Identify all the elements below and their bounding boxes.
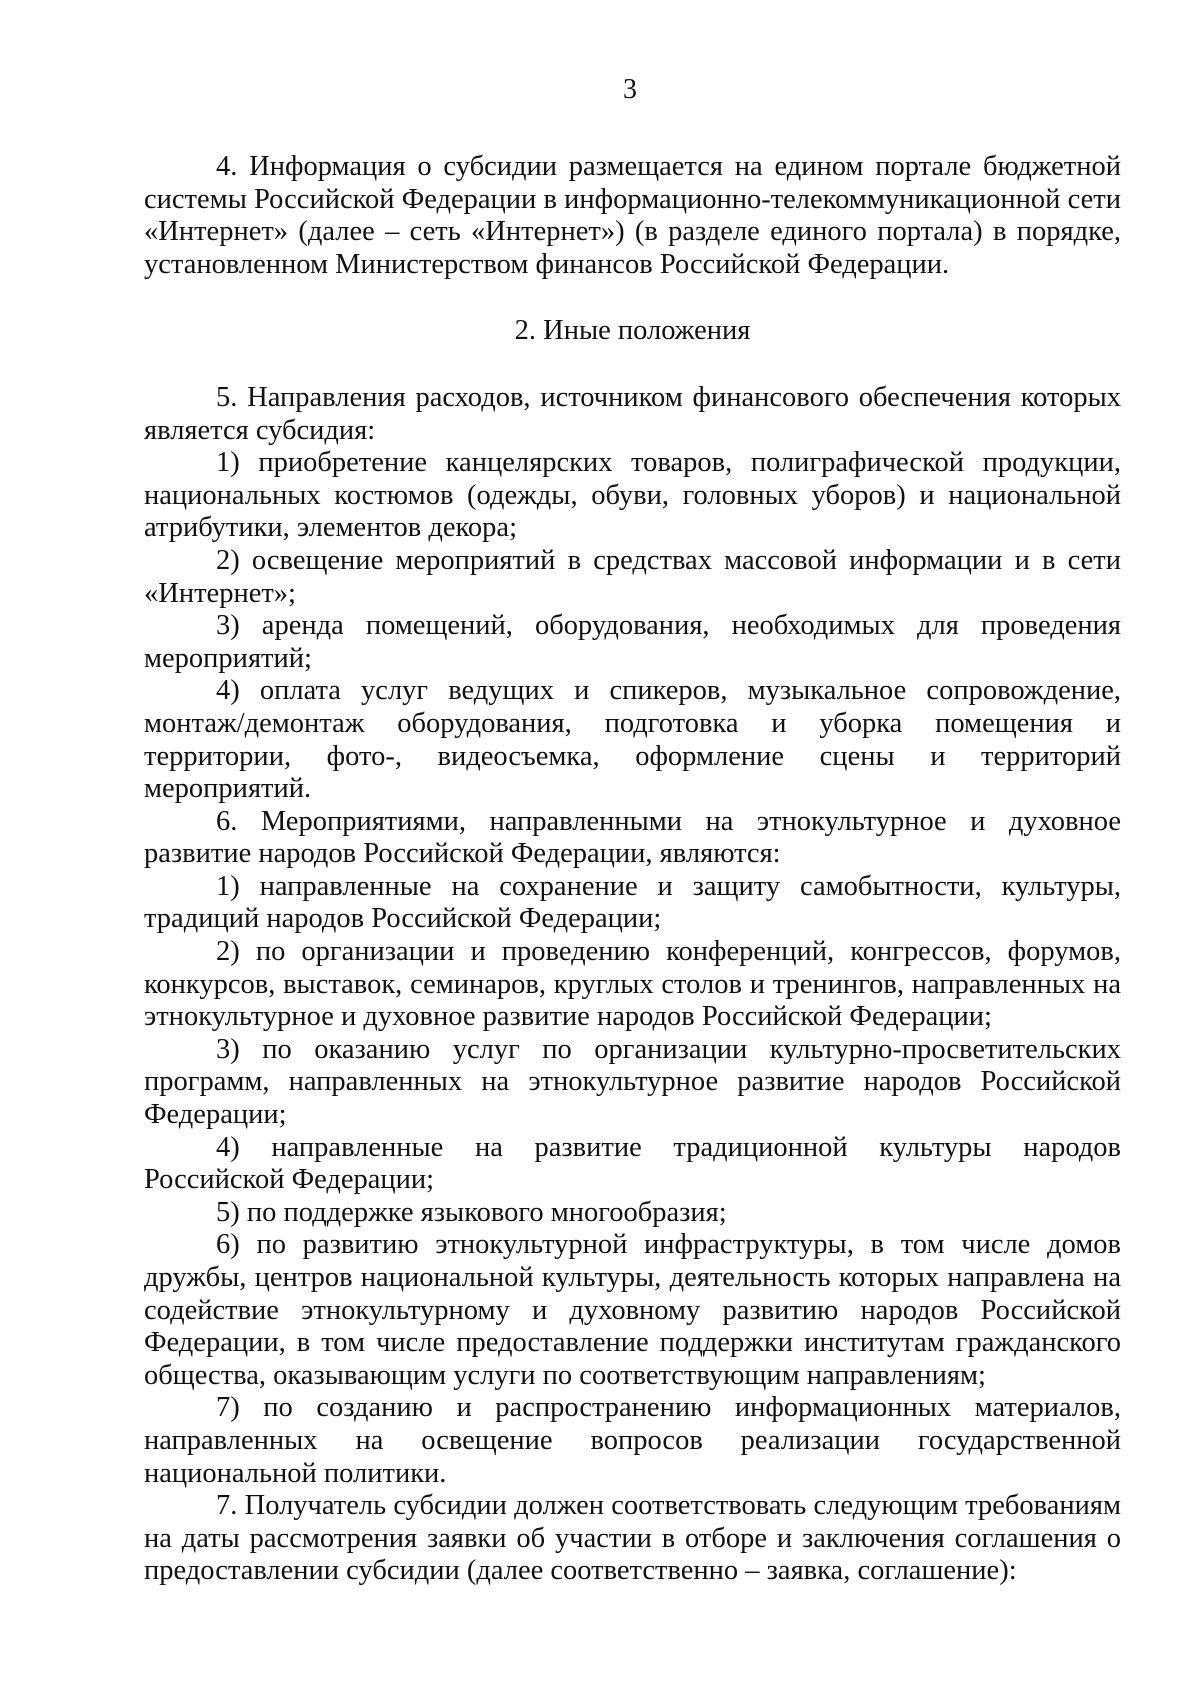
paragraph-item-5-1: 1) приобретение канцелярских товаров, полиграфической продукции, национальных костюмов (одежды, обуви, головных уборов) и национальной атрибутики, элементов декора; — [144, 447, 1121, 544]
paragraph-item-6-7: 7) по созданию и распространению информационных материалов, направленных на освещение вопросов реализации государственной национальной политики. — [144, 1392, 1121, 1489]
document-body — [144, 151, 1121, 1588]
paragraph-item-5-2: 2) освещение мероприятий в средствах массовой информации и в сети «Интернет»; — [144, 544, 1121, 609]
paragraph-item-4: 4. Информация о субсидии размещается на едином портале бюджетной системы Российской Федерации в информационно-телекоммуникационной сети «Интернет» (далее – сеть «Интернет») (в разделе единого портала) в порядке, установленном Министерством финансов Российской Федерации. — [144, 151, 1121, 280]
paragraph-item-6: 6. Мероприятиями, направленными на этнокультурное и духовное развитие народов Российской Федерации, являются: — [144, 805, 1121, 870]
paragraph-item-6-2: 2) по организации и проведению конференций, конгрессов, форумов, конкурсов, выставок, семинаров, круглых столов и тренингов, направленных на этнокультурное и духовное развитие народов Российской Федерации; — [144, 936, 1121, 1033]
paragraph-item-5-3: 3) аренда помещений, оборудования, необходимых для проведения мероприятий; — [144, 610, 1121, 674]
section-heading: 2. Иные положения — [514, 315, 751, 347]
paragraph-item-5: 5. Направления расходов, источником финансового обеспечения которых является субсидия: — [144, 381, 1121, 446]
page-number: 3 — [623, 74, 637, 105]
paragraph-item-6-6: 6) по развитию этнокультурной инфраструктуры, в том числе домов дружбы, центров национальной культуры, деятельность которых направлена на содействие этнокультурному и духовному развитию народов Российской Федерации, в том числе предоставление поддержки институтам гражданского общества, оказывающим услуги по соответствующим направлениям; — [144, 1229, 1121, 1391]
paragraph-item-7: 7. Получатель субсидии должен соответствовать следующим требованиям на даты рассмотрения заявки об участии в отборе и заключения соглашения о предоставлении субсидии (далее соответственно – заявка, соглашение): — [144, 1490, 1121, 1587]
paragraph-item-6-5: 5) по поддержке языкового многообразия; — [216, 1196, 727, 1228]
paragraph-item-6-3: 3) по оказанию услуг по организации культурно-просветительских программ, направленных на этнокультурное развитие народов Российской Федерации; — [144, 1033, 1121, 1131]
paragraph-item-5-4: 4) оплата услуг ведущих и спикеров, музыкальное сопровождение, монтаж/демонтаж оборудования, подготовка и уборка помещения и территории, фото-, видеосъемка, оформление сцены и территорий мероприятий. — [144, 675, 1121, 805]
paragraph-item-6-1: 1) направленные на сохранение и защиту самобытности, культуры, традиций народов Российской Федерации; — [144, 870, 1121, 935]
paragraph-item-6-4: 4) направленные на развитие традиционной культуры народов Российской Федерации; — [144, 1131, 1121, 1196]
